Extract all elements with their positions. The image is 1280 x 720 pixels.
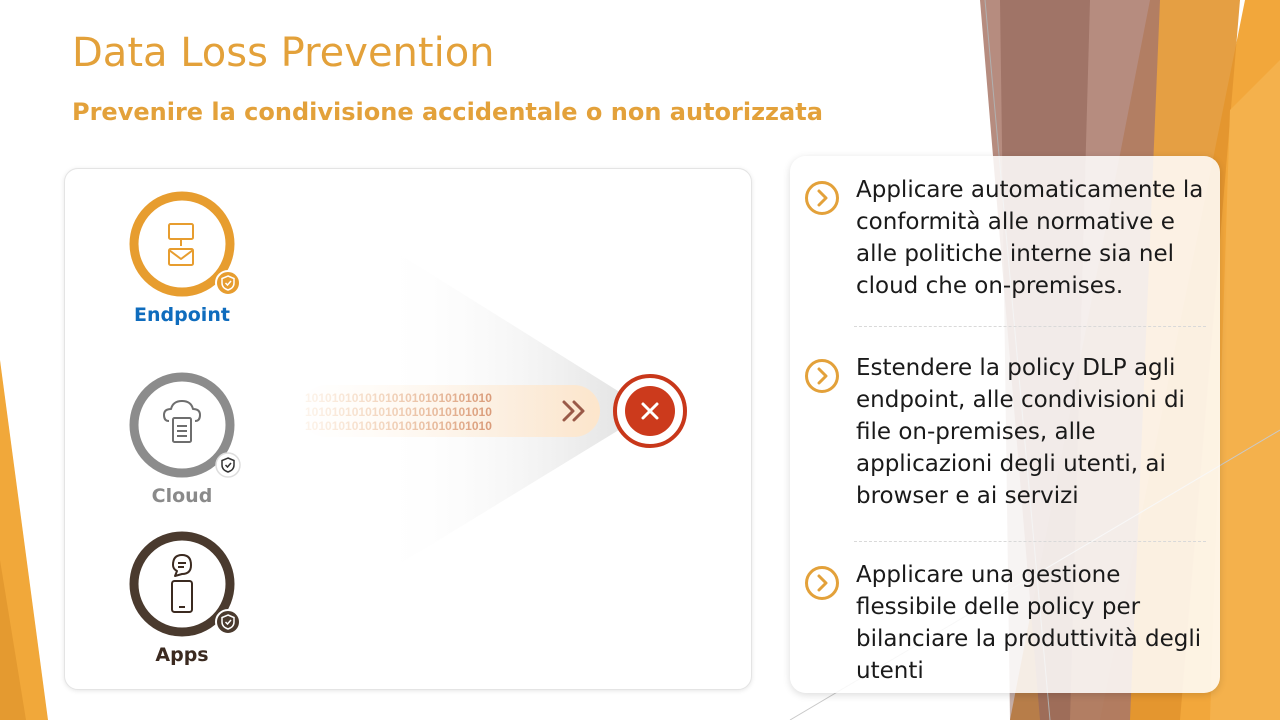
chevron-circle-icon (804, 180, 840, 216)
block-icon (615, 376, 685, 446)
binary-line-2: 1010101010101010101010101010 (305, 405, 492, 419)
shield-badge-icon (216, 271, 240, 295)
apps-node (134, 536, 240, 634)
divider (854, 541, 1206, 542)
divider (854, 326, 1206, 327)
cloud-node (134, 377, 240, 477)
shield-badge-icon (216, 453, 240, 477)
chevron-circle-icon (804, 358, 840, 394)
diagram-canvas (65, 169, 751, 689)
chevron-circle-icon (804, 565, 840, 601)
benefit-text: Applicare automaticamente la conformità alle normative e alle politiche interne sia nel cloud che on-premises. (856, 177, 1204, 299)
cloud-label: Cloud (151, 485, 213, 507)
apps-label: Apps (155, 644, 209, 666)
binary-line-3: 1010101010101010101010101010 (305, 419, 492, 433)
benefit-text: Estendere la policy DLP agli endpoint, alle condivisioni di file on-premises, alle applicazioni degli utenti, ai browser e ai servizi (856, 355, 1185, 509)
endpoint-node (134, 196, 240, 295)
endpoint-label: Endpoint (134, 304, 230, 326)
slide-subtitle: Prevenire la condivisione accidentale o non autorizzata (72, 98, 823, 126)
benefit-text: Applicare una gestione flessibile delle policy per bilanciare la produttività degli utenti (856, 562, 1202, 684)
binary-line-1: 1010101010101010101010101010 (305, 391, 492, 405)
slide-title: Data Loss Prevention (72, 30, 495, 76)
shield-badge-icon (216, 610, 240, 634)
benefits-panel (790, 156, 1220, 693)
diagram-card (64, 168, 752, 690)
